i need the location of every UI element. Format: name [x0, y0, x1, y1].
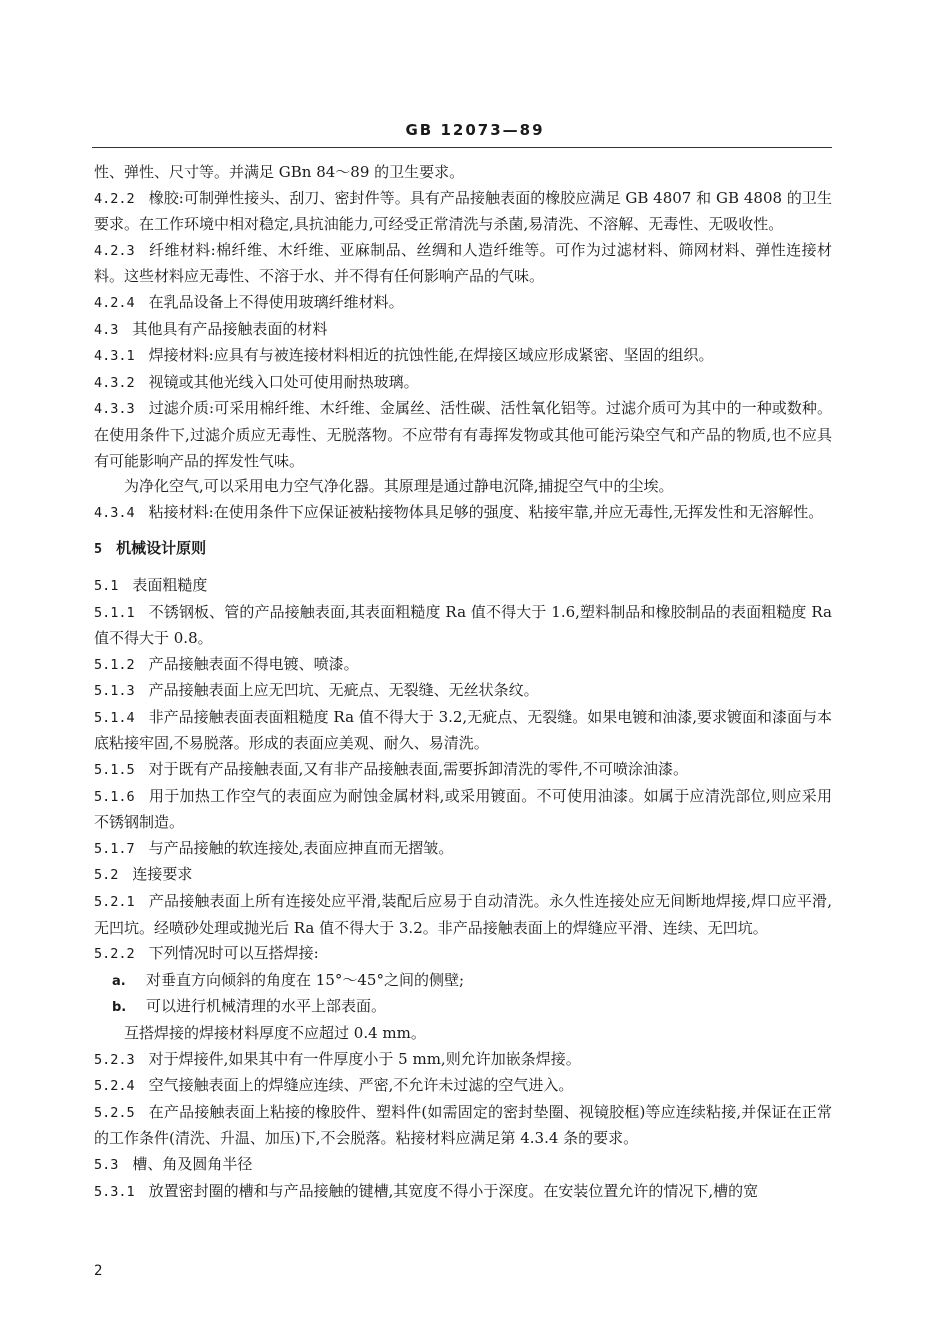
- list-item: [94, 968, 832, 995]
- chapter-heading: [94, 536, 832, 563]
- paragraph: [94, 573, 832, 600]
- clause-text: 过滤介质:可采用棉纤维、木纤维、金属丝、活性碳、活性氧化铝等。过滤介质可为其中的一种或数种。在使用条件下,过滤介质应无毒性、无脱落物。不应带有有毒挥发物或其他可能污染空气和产品的物质,也不应具有可能影响产品的挥发性气味。: [94, 399, 832, 470]
- clause-number: 5.2.5: [94, 1104, 135, 1121]
- clause-number: b.: [112, 1000, 127, 1016]
- clause-number: 5.3.1: [94, 1183, 135, 1200]
- clause-number: 4.2.4: [94, 294, 135, 311]
- paragraph: [94, 186, 832, 238]
- clause-number: 5.2: [94, 867, 119, 884]
- clause-number: 5.1.1: [94, 604, 135, 621]
- clause-text: 连接要求: [132, 865, 193, 884]
- clause-text: 表面粗糙度: [132, 575, 208, 594]
- clause-text: 下列情况时可以互搭焊接:: [148, 944, 319, 963]
- paragraph: [94, 941, 832, 968]
- clause-text: 互搭焊接的焊接材料厚度不应超过 0.4 mm。: [124, 1024, 426, 1042]
- paragraph: [94, 238, 832, 290]
- clause-number: 5.1.5: [94, 762, 135, 779]
- paragraph: [94, 836, 832, 863]
- paragraph: [94, 1073, 832, 1100]
- clause-text: 对于既有产品接触表面,又有非产品接触表面,需要拆卸清洗的零件,不可喷涂油漆。: [148, 760, 688, 779]
- clause-text: 纤维材料:棉纤维、木纤维、亚麻制品、丝绸和人造纤维等。可作为过滤材料、筛网材料、弹性连接材料。这些材料应无毒性、不溶于水、并不得有任何影响产品的气味。: [94, 240, 832, 286]
- clause-number: a.: [112, 973, 126, 989]
- paragraph: [94, 396, 832, 474]
- clause-text: 在乳品设备上不得使用玻璃纤维材料。: [148, 292, 404, 311]
- clause-number: 4.3: [94, 321, 119, 338]
- clause-text: 为净化空气,可以采用电力空气净化器。其原理是通过静电沉降,捕捉空气中的尘埃。: [124, 477, 674, 496]
- list-item: [94, 994, 832, 1021]
- clause-number: 5.1.6: [94, 788, 135, 805]
- clause-number: 5: [94, 541, 103, 558]
- clause-number: 4.3.2: [94, 374, 135, 391]
- clause-number: 4.2.2: [94, 190, 135, 207]
- clause-text: 焊接材料:应具有与被连接材料相近的抗蚀性能,在焊接区域应形成紧密、坚固的组织。: [148, 346, 714, 365]
- clause-number: 4.3.3: [94, 401, 135, 418]
- clause-text: 与产品接触的软连接处,表面应抻直而无摺皱。: [148, 838, 454, 857]
- clause-number: 5.1: [94, 577, 119, 594]
- paragraph: [94, 652, 832, 679]
- clause-number: 5.2.4: [94, 1078, 135, 1095]
- clause-text: 用于加热工作空气的表面应为耐蚀金属材料,或采用镀面。不可使用油漆。如属于应清洗部位,则应采用不锈钢制造。: [94, 786, 832, 832]
- paragraph: [94, 678, 832, 705]
- clause-text: 机械设计原则: [116, 539, 207, 558]
- paragraph: [94, 370, 832, 397]
- paragraph: [94, 1047, 832, 1074]
- paragraph: [94, 474, 832, 500]
- paragraph: [94, 1152, 832, 1179]
- clause-text: 产品接触表面上应无凹坑、无疵点、无裂缝、无丝状条纹。: [148, 681, 539, 700]
- clause-number: 5.3: [94, 1156, 119, 1173]
- clause-number: 5.2.3: [94, 1051, 135, 1068]
- page-number: 2: [94, 1263, 103, 1279]
- header-rule: [92, 147, 832, 148]
- clause-number: 4.3.1: [94, 348, 135, 365]
- paragraph: [94, 784, 832, 836]
- clause-text: 不锈钢板、管的产品接触表面,其表面粗糙度 Ra 值不得大于 1.6,塑料制品和橡胶制品的表面粗糙度 Ra 值不得大于 0.8。: [94, 602, 832, 648]
- paragraph: [94, 1021, 832, 1047]
- paragraph: [94, 160, 832, 186]
- clause-text: 放置密封圈的槽和与产品接触的键槽,其宽度不得小于深度。在安装位置允许的情况下,槽的宽: [148, 1181, 759, 1200]
- paragraph: [94, 290, 832, 317]
- clause-text: 可以进行机械清理的水平上部表面。: [146, 997, 387, 1016]
- clause-number: 4.2.3: [94, 242, 135, 259]
- document-body: [94, 160, 832, 1205]
- clause-number: 5.1.3: [94, 683, 135, 700]
- clause-text: 在产品接触表面上粘接的橡胶件、塑料件(如需固定的密封垫圈、视镜胶框)等应连续粘接,并保证在正常的工作条件(清洗、升温、加压)下,不会脱落。粘接材料应满足第 4.3.4 条的要求。: [94, 1102, 832, 1148]
- clause-text: 空气接触表面上的焊缝应连续、严密,不允许未过滤的空气进入。: [148, 1076, 574, 1095]
- clause-number: 4.3.4: [94, 504, 135, 521]
- clause-text: 粘接材料:在使用条件下应保证被粘接物体具足够的强度、粘接牢靠,并应无毒性,无挥发性和无溶解性。: [148, 502, 824, 521]
- clause-text: 橡胶:可制弹性接头、刮刀、密封件等。具有产品接触表面的橡胶应满足 GB 4807 和 GB 4808 的卫生要求。在工作环境中相对稳定,具抗油能力,可经受正常清洗与杀菌,易清洗、不溶解、无毒性、无吸收性。: [94, 188, 832, 234]
- paragraph: [94, 1179, 832, 1206]
- clause-text: 非产品接触表面表面粗糙度 Ra 值不得大于 3.2,无疵点、无裂缝。如果电镀和油漆,要求镀面和漆面与本底粘接牢固,不易脱落。形成的表面应美观、耐久、易清洗。: [94, 707, 832, 753]
- paragraph: [94, 705, 832, 757]
- paragraph: [94, 862, 832, 889]
- paragraph: [94, 1100, 832, 1152]
- paragraph: [94, 600, 832, 652]
- clause-text: 产品接触表面上所有连接处应平滑,装配后应易于自动清洗。永久性连接处应无间断地焊接,焊口应平滑,无凹坑。经喷砂处理或抛光后 Ra 值不得大于 3.2。非产品接触表面上的焊缝应平滑、连续、无凹坑。: [94, 892, 832, 937]
- paragraph: [94, 317, 832, 344]
- page-header: GB 12073—89: [405, 121, 545, 139]
- clause-number: 5.2.2: [94, 946, 135, 963]
- paragraph: [94, 889, 832, 941]
- clause-number: 5.1.2: [94, 656, 135, 673]
- clause-number: 5.1.7: [94, 840, 135, 857]
- clause-text: 性、弹性、尺寸等。并满足 GBn 84～89 的卫生要求。: [94, 163, 465, 181]
- clause-number: 5.1.4: [94, 709, 135, 726]
- clause-text: 视镜或其他光线入口处可使用耐热玻璃。: [148, 372, 419, 391]
- clause-text: 产品接触表面不得电镀、喷漆。: [148, 654, 359, 673]
- paragraph: [94, 757, 832, 784]
- clause-text: 对垂直方向倾斜的角度在 15°～45°之间的侧壁;: [146, 970, 464, 989]
- clause-number: 5.2.1: [94, 894, 135, 911]
- paragraph: [94, 500, 832, 527]
- clause-text: 其他具有产品接触表面的材料: [132, 319, 328, 338]
- clause-text: 槽、角及圆角半径: [132, 1154, 253, 1173]
- clause-text: 对于焊接件,如果其中有一件厚度小于 5 mm,则允许加嵌条焊接。: [148, 1049, 581, 1068]
- paragraph: [94, 343, 832, 370]
